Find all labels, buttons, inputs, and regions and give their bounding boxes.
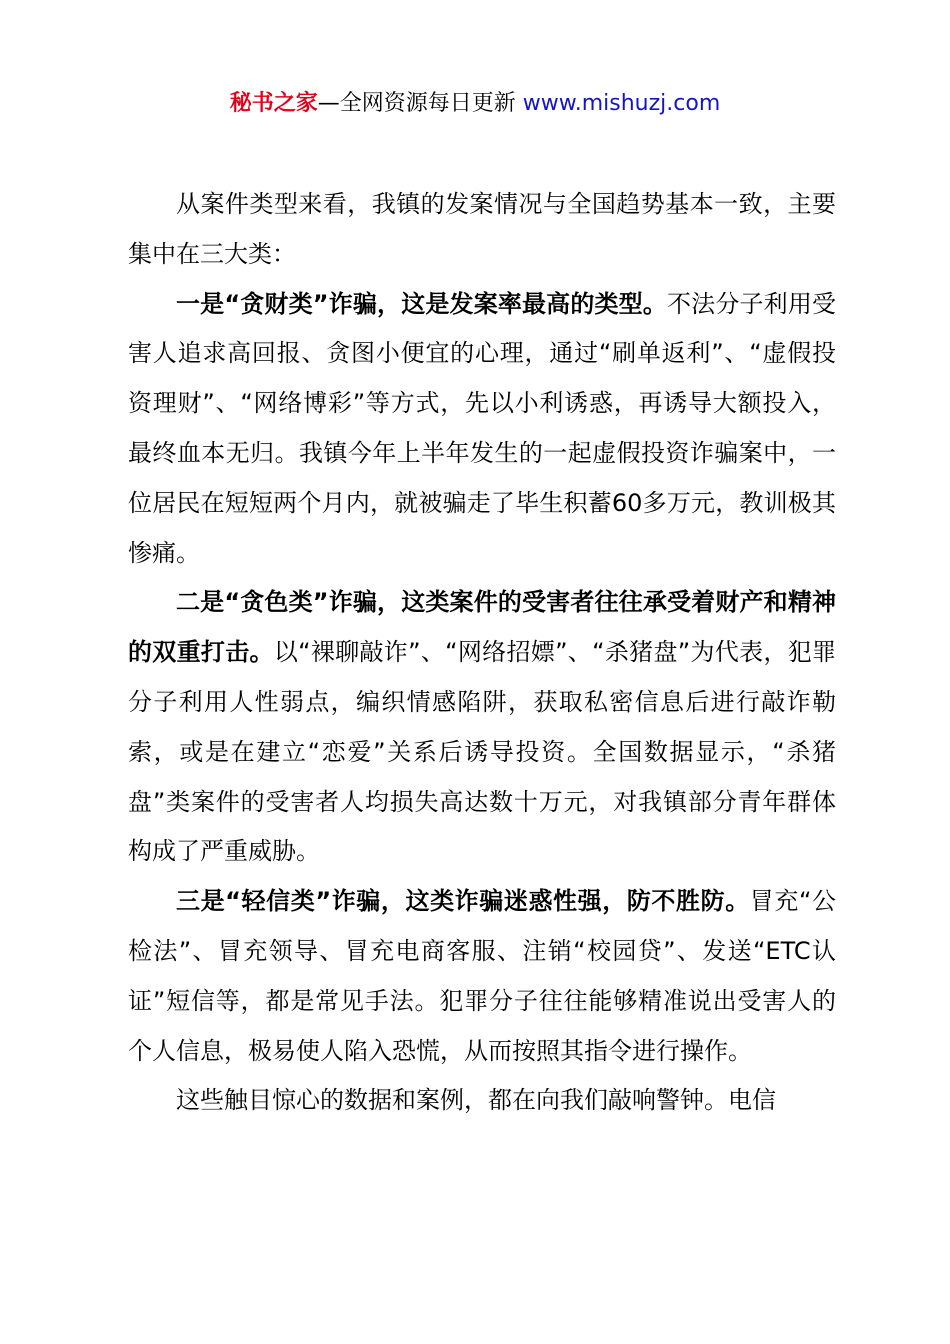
paragraph-text: 冒充“公检法”、冒充领导、冒充电商客服、注销“校园贷”、发送“ETC认证”短信等，都是常见手法。犯罪分子往往能够精准说出受害人的个人信息，极易使人陷入恐慌，从而按照其指令进行操作。 bbox=[128, 887, 837, 1065]
paragraph-lead: 三是“轻信类”诈骗，这类诈骗迷惑性强，防不胜防。 bbox=[176, 887, 750, 916]
document-body bbox=[128, 180, 836, 1126]
paragraph-greed-fraud bbox=[128, 280, 836, 579]
site-header bbox=[0, 88, 950, 120]
paragraph-text: 不法分子利用受害人追求高回报、贪图小便宜的心理，通过“刷单返利”、“虚假投资理财”、“网络博彩”等方式，先以小利诱惑，再诱导大额投入，最终血本无归。我镇今年上半年发生的一起虚假投资诈骗案中，一位居民在短短两个月内，就被骗走了毕生积蓄60多万元，教训极其惨痛。 bbox=[128, 289, 837, 567]
paragraph-text: 从案件类型来看，我镇的发案情况与全国趋势基本一致，主要集中在三大类： bbox=[128, 190, 836, 268]
header-tagline: —全网资源每日更新 bbox=[317, 91, 516, 116]
brand-name: 秘书之家 bbox=[229, 91, 318, 116]
site-url-link[interactable]: www.mishuzj.com bbox=[522, 91, 721, 116]
paragraph-text: 以“裸聊敲诈”、“网络招嫖”、“杀猪盘”为代表，犯罪分子利用人性弱点，编织情感陷阱，获取私密信息后进行敲诈勒索，或是在建立“恋爱”关系后诱导投资。全国数据显示，“杀猪盘”类案件的受害者人均损失高达数十万元，对我镇部分青年群体构成了严重威胁。 bbox=[128, 638, 837, 866]
paragraph-lead: 二是“贪色类”诈骗，这类案件的受害者往往承受着财产和精神的双重打击。 bbox=[128, 588, 836, 667]
paragraph-case-types bbox=[128, 180, 836, 280]
paragraph-text: 这些触目惊心的数据和案例，都在向我们敲响警钟。电信 bbox=[176, 1086, 776, 1115]
paragraph-impersonation-fraud bbox=[128, 877, 836, 1076]
paragraph-romance-fraud bbox=[128, 578, 836, 877]
paragraph-lead: 一是“贪财类”诈骗，这是发案率最高的类型。 bbox=[176, 289, 668, 318]
paragraph-warning bbox=[128, 1076, 836, 1126]
